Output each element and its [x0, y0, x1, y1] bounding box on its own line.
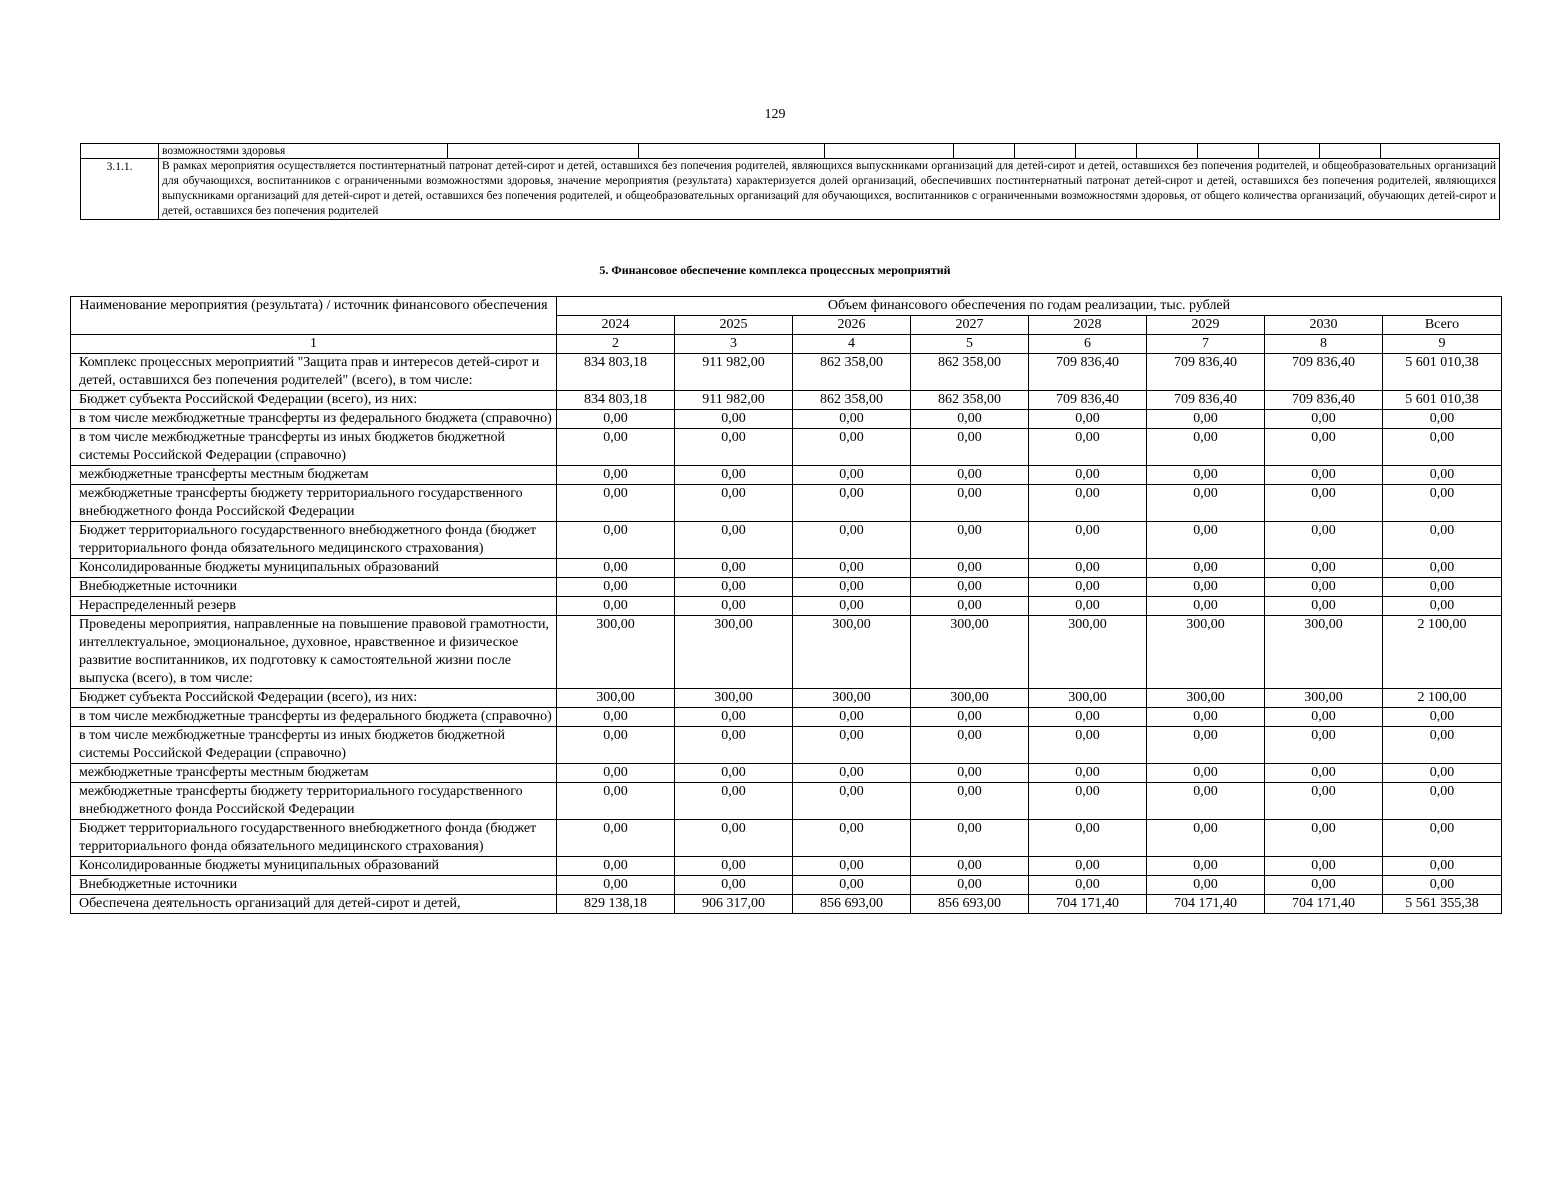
column-number: 9 [1383, 335, 1502, 354]
header-year: 2024 [557, 316, 675, 335]
row-year-value: 0,00 [1029, 820, 1147, 857]
row-year-value: 0,00 [1147, 559, 1265, 578]
column-number: 3 [675, 335, 793, 354]
table-row [71, 597, 1502, 616]
row-year-value: 704 171,40 [1265, 895, 1383, 914]
table-row [71, 391, 1502, 410]
row-year-value: 862 358,00 [911, 354, 1029, 391]
row-name: в том числе межбюджетные трансферты из иных бюджетов бюджетной системы Российской Федерации (справочно) [71, 429, 557, 466]
row-year-value: 0,00 [557, 466, 675, 485]
row-year-value: 0,00 [793, 410, 911, 429]
column-number: 7 [1147, 335, 1265, 354]
row-name: в том числе межбюджетные трансферты из иных бюджетов бюджетной системы Российской Федерации (справочно) [71, 727, 557, 764]
row-year-value: 709 836,40 [1147, 391, 1265, 410]
row-name: Обеспечена деятельность организаций для детей-сирот и детей, [71, 895, 557, 914]
row-year-value: 0,00 [1147, 597, 1265, 616]
row-name: Консолидированные бюджеты муниципальных образований [71, 559, 557, 578]
header-row-column-numbers [71, 335, 1502, 354]
row-total-value: 0,00 [1383, 708, 1502, 727]
row-year-value: 709 836,40 [1265, 354, 1383, 391]
row-year-value: 0,00 [557, 429, 675, 466]
row-year-value: 0,00 [675, 727, 793, 764]
row-year-value: 300,00 [1029, 616, 1147, 689]
table-row [71, 857, 1502, 876]
row-year-value: 0,00 [1265, 876, 1383, 895]
row-total-value: 0,00 [1383, 820, 1502, 857]
row-year-value: 0,00 [675, 597, 793, 616]
empty-segment [1136, 144, 1197, 158]
row-name: Бюджет территориального государственного внебюджетного фонда (бюджет территориального фонда обязательного медицинского страхования) [71, 820, 557, 857]
row-year-value: 0,00 [911, 820, 1029, 857]
row-year-value: 0,00 [1147, 485, 1265, 522]
continuation-text: возможностями здоровья [162, 145, 286, 157]
row-year-value: 0,00 [675, 466, 793, 485]
empty-segment [447, 144, 638, 158]
row-year-value: 704 171,40 [1029, 895, 1147, 914]
row-year-value: 0,00 [1265, 466, 1383, 485]
row-total-value: 2 100,00 [1383, 616, 1502, 689]
header-name-column: Наименование мероприятия (результата) / источник финансового обеспечения [71, 297, 557, 335]
row-year-value: 0,00 [557, 708, 675, 727]
row-year-value: 906 317,00 [675, 895, 793, 914]
row-year-value: 300,00 [911, 616, 1029, 689]
table-row [71, 727, 1502, 764]
row-year-value: 709 836,40 [1029, 354, 1147, 391]
row-year-value: 0,00 [1265, 708, 1383, 727]
empty-segment [824, 144, 953, 158]
row-year-value: 300,00 [1147, 689, 1265, 708]
row-year-value: 0,00 [1265, 522, 1383, 559]
row-year-value: 862 358,00 [911, 391, 1029, 410]
row-year-value: 0,00 [911, 578, 1029, 597]
row-year-value: 0,00 [1265, 597, 1383, 616]
row-year-value: 709 836,40 [1265, 391, 1383, 410]
row-name: Бюджет территориального государственного внебюджетного фонда (бюджет территориального фонда обязательного медицинского страхования) [71, 522, 557, 559]
row-year-value: 0,00 [1029, 857, 1147, 876]
row-total-value: 2 100,00 [1383, 689, 1502, 708]
row-total-value: 0,00 [1383, 764, 1502, 783]
row-name: Бюджет субъекта Российской Федерации (всего), из них: [71, 689, 557, 708]
row-year-value: 0,00 [911, 485, 1029, 522]
row-year-value: 300,00 [1029, 689, 1147, 708]
row-year-value: 300,00 [793, 689, 911, 708]
row-year-value: 0,00 [557, 410, 675, 429]
row-year-value: 0,00 [1147, 429, 1265, 466]
header-row-1 [71, 297, 1502, 316]
row-year-value: 0,00 [1029, 708, 1147, 727]
row-year-value: 0,00 [675, 820, 793, 857]
continuation-segments [159, 144, 1499, 158]
row-year-value: 0,00 [675, 708, 793, 727]
row-year-value: 0,00 [793, 597, 911, 616]
table-row [71, 895, 1502, 914]
page-number: 129 [764, 107, 786, 122]
row-year-value: 0,00 [675, 764, 793, 783]
finance-table-body [71, 354, 1502, 914]
row-year-value: 0,00 [1029, 559, 1147, 578]
row-year-value: 0,00 [1265, 485, 1383, 522]
table-row [71, 429, 1502, 466]
row-number: 3.1.1. [81, 159, 159, 220]
row-year-value: 300,00 [675, 616, 793, 689]
row-year-value: 0,00 [675, 783, 793, 820]
row-year-value: 300,00 [557, 689, 675, 708]
row-year-value: 0,00 [557, 876, 675, 895]
header-group-title: Объем финансового обеспечения по годам реализации, тыс. рублей [557, 297, 1502, 316]
row-year-value: 0,00 [793, 522, 911, 559]
row-year-value: 856 693,00 [911, 895, 1029, 914]
measure-description: В рамках мероприятия осуществляется постинтернатный патронат детей-сирот и детей, оставшихся без попечения родителей, являющихся выпускниками организаций для детей-сирот и детей, оставшихся без попечения родителей, и общеобразовательных организаций для обучающихся, воспитанников с ограниченными возможностями здоровья, значение мероприятия (результата) характеризуется долей организаций, обеспечивших постинтернатный патронат детей-сирот и детей, оставшихся без попечения родителей, являющихся выпускниками организаций для детей-сирот и детей, оставшихся без попечения родителей, и общеобразовательных организаций для обучающихся, воспитанников с ограниченными возможностями здоровья, от общего количества организаций, обучающих детей-сирот и детей, оставшихся без попечения родителей [159, 159, 1500, 220]
row-year-value: 0,00 [675, 876, 793, 895]
row-year-value: 829 138,18 [557, 895, 675, 914]
row-year-value: 0,00 [557, 857, 675, 876]
row-year-value: 0,00 [1029, 429, 1147, 466]
row-year-value: 0,00 [557, 578, 675, 597]
row-name: Бюджет субъекта Российской Федерации (всего), из них: [71, 391, 557, 410]
row-name: межбюджетные трансферты местным бюджетам [71, 764, 557, 783]
row-year-value: 0,00 [557, 522, 675, 559]
row-year-value: 300,00 [1265, 689, 1383, 708]
row-year-value: 0,00 [1147, 410, 1265, 429]
row-year-value: 0,00 [557, 764, 675, 783]
row-year-value: 0,00 [1147, 727, 1265, 764]
row-year-value: 0,00 [1265, 820, 1383, 857]
row-year-value: 856 693,00 [793, 895, 911, 914]
table-row [71, 410, 1502, 429]
table-row [71, 689, 1502, 708]
row-total-value: 0,00 [1383, 522, 1502, 559]
row-year-value: 0,00 [911, 410, 1029, 429]
row-year-value: 0,00 [793, 485, 911, 522]
table-row [71, 783, 1502, 820]
row-year-value: 300,00 [793, 616, 911, 689]
row-year-value: 300,00 [1265, 616, 1383, 689]
empty-segment [1075, 144, 1136, 158]
table-row [71, 522, 1502, 559]
empty-segment [1258, 144, 1319, 158]
empty-segment [1319, 144, 1380, 158]
row-year-value: 0,00 [675, 578, 793, 597]
row-year-value: 0,00 [911, 466, 1029, 485]
column-number: 1 [71, 335, 557, 354]
table-row [71, 578, 1502, 597]
row-year-value: 704 171,40 [1147, 895, 1265, 914]
row-year-value: 0,00 [1147, 783, 1265, 820]
row-name: межбюджетные трансферты местным бюджетам [71, 466, 557, 485]
empty-segment [638, 144, 824, 158]
row-year-value: 0,00 [557, 727, 675, 764]
section-title: 5. Финансовое обеспечение комплекса процессных мероприятий [599, 263, 951, 277]
row-year-value: 0,00 [1147, 876, 1265, 895]
row-total-value: 0,00 [1383, 857, 1502, 876]
row-name: Внебюджетные источники [71, 578, 557, 597]
row-year-value: 0,00 [1265, 578, 1383, 597]
row-year-value: 0,00 [793, 820, 911, 857]
empty-cell [81, 144, 159, 159]
table-row [71, 764, 1502, 783]
row-total-value: 0,00 [1383, 727, 1502, 764]
row-name: Проведены мероприятия, направленные на повышение правовой грамотности, интеллектуальное, эмоциональное, духовное, нравственное и физическое развитие воспитанников, их подготовку к самостоятельной жизни после выпуска (всего), в том числе: [71, 616, 557, 689]
header-year: 2026 [793, 316, 911, 335]
measures-continuation-table [80, 143, 1500, 220]
row-year-value: 0,00 [793, 429, 911, 466]
row-year-value: 0,00 [911, 727, 1029, 764]
row-year-value: 0,00 [1029, 597, 1147, 616]
row-year-value: 300,00 [911, 689, 1029, 708]
header-year: 2028 [1029, 316, 1147, 335]
row-year-value: 0,00 [793, 764, 911, 783]
row-year-value: 0,00 [1265, 429, 1383, 466]
row-year-value: 911 982,00 [675, 391, 793, 410]
row-year-value: 0,00 [1029, 410, 1147, 429]
empty-segment [953, 144, 1014, 158]
column-number: 8 [1265, 335, 1383, 354]
row-year-value: 0,00 [1265, 783, 1383, 820]
row-year-value: 0,00 [911, 522, 1029, 559]
row-year-value: 911 982,00 [675, 354, 793, 391]
row-year-value: 834 803,18 [557, 354, 675, 391]
row-year-value: 0,00 [793, 559, 911, 578]
header-year: 2027 [911, 316, 1029, 335]
header-year: 2025 [675, 316, 793, 335]
row-year-value: 0,00 [557, 820, 675, 857]
row-year-value: 0,00 [557, 783, 675, 820]
measure-row-3-1-1 [81, 159, 1500, 220]
table-row [71, 354, 1502, 391]
row-year-value: 0,00 [675, 485, 793, 522]
column-number: 4 [793, 335, 911, 354]
row-name: Консолидированные бюджеты муниципальных образований [71, 857, 557, 876]
row-year-value: 300,00 [557, 616, 675, 689]
row-total-value: 0,00 [1383, 876, 1502, 895]
row-name: межбюджетные трансферты бюджету территориального государственного внебюджетного фонда Российской Федерации [71, 485, 557, 522]
row-year-value: 0,00 [1147, 578, 1265, 597]
row-year-value: 0,00 [1029, 764, 1147, 783]
row-year-value: 300,00 [1147, 616, 1265, 689]
row-name: Комплекс процессных мероприятий "Защита прав и интересов детей-сирот и детей, оставшихся без попечения родителей" (всего), в том числе: [71, 354, 557, 391]
row-year-value: 0,00 [1147, 820, 1265, 857]
row-year-value: 709 836,40 [1029, 391, 1147, 410]
row-year-value: 834 803,18 [557, 391, 675, 410]
row-year-value: 862 358,00 [793, 391, 911, 410]
row-total-value: 0,00 [1383, 485, 1502, 522]
row-year-value: 0,00 [1029, 466, 1147, 485]
row-total-value: 0,00 [1383, 410, 1502, 429]
row-year-value: 0,00 [1265, 857, 1383, 876]
row-year-value: 0,00 [675, 522, 793, 559]
row-year-value: 0,00 [1147, 764, 1265, 783]
column-number: 6 [1029, 335, 1147, 354]
row-total-value: 0,00 [1383, 429, 1502, 466]
continuation-cell [159, 144, 1500, 159]
column-number: 5 [911, 335, 1029, 354]
row-year-value: 0,00 [793, 857, 911, 876]
row-year-value: 0,00 [1265, 727, 1383, 764]
row-year-value: 0,00 [911, 764, 1029, 783]
row-year-value: 0,00 [1147, 708, 1265, 727]
row-year-value: 0,00 [1147, 466, 1265, 485]
row-total-value: 5 561 355,38 [1383, 895, 1502, 914]
table-row [71, 820, 1502, 857]
finance-table [70, 296, 1502, 914]
row-year-value: 0,00 [793, 783, 911, 820]
row-year-value: 0,00 [1265, 764, 1383, 783]
table-row [71, 616, 1502, 689]
row-year-value: 0,00 [911, 708, 1029, 727]
row-year-value: 0,00 [911, 783, 1029, 820]
empty-segment [1380, 144, 1499, 158]
row-year-value: 0,00 [1265, 559, 1383, 578]
row-year-value: 0,00 [675, 857, 793, 876]
row-year-value: 0,00 [793, 727, 911, 764]
row-total-value: 5 601 010,38 [1383, 354, 1502, 391]
row-name: Внебюджетные источники [71, 876, 557, 895]
row-year-value: 0,00 [1029, 522, 1147, 559]
row-year-value: 0,00 [911, 876, 1029, 895]
empty-segment [1014, 144, 1075, 158]
row-name: Нераспределенный резерв [71, 597, 557, 616]
row-year-value: 0,00 [793, 578, 911, 597]
row-year-value: 0,00 [557, 559, 675, 578]
table-row [71, 466, 1502, 485]
header-year: 2029 [1147, 316, 1265, 335]
row-year-value: 0,00 [1147, 522, 1265, 559]
continuation-row [81, 144, 1500, 159]
row-year-value: 709 836,40 [1147, 354, 1265, 391]
header-total: Всего [1383, 316, 1502, 335]
row-year-value: 0,00 [793, 466, 911, 485]
row-year-value: 862 358,00 [793, 354, 911, 391]
row-year-value: 0,00 [1029, 783, 1147, 820]
table-row [71, 876, 1502, 895]
row-year-value: 0,00 [911, 559, 1029, 578]
row-year-value: 0,00 [793, 708, 911, 727]
row-total-value: 0,00 [1383, 783, 1502, 820]
header-year: 2030 [1265, 316, 1383, 335]
row-year-value: 0,00 [675, 410, 793, 429]
row-name: межбюджетные трансферты бюджету территориального государственного внебюджетного фонда Российской Федерации [71, 783, 557, 820]
row-year-value: 300,00 [675, 689, 793, 708]
table-row [71, 559, 1502, 578]
row-year-value: 0,00 [557, 597, 675, 616]
row-year-value: 0,00 [675, 429, 793, 466]
row-year-value: 0,00 [793, 876, 911, 895]
row-year-value: 0,00 [911, 857, 1029, 876]
row-year-value: 0,00 [911, 429, 1029, 466]
row-total-value: 0,00 [1383, 559, 1502, 578]
row-year-value: 0,00 [1029, 727, 1147, 764]
table-row [71, 485, 1502, 522]
row-name: в том числе межбюджетные трансферты из федерального бюджета (справочно) [71, 410, 557, 429]
row-name: в том числе межбюджетные трансферты из федерального бюджета (справочно) [71, 708, 557, 727]
row-year-value: 0,00 [1029, 578, 1147, 597]
row-total-value: 0,00 [1383, 597, 1502, 616]
row-year-value: 0,00 [1265, 410, 1383, 429]
row-total-value: 5 601 010,38 [1383, 391, 1502, 410]
row-year-value: 0,00 [675, 559, 793, 578]
row-total-value: 0,00 [1383, 466, 1502, 485]
row-year-value: 0,00 [557, 485, 675, 522]
empty-segment [1197, 144, 1258, 158]
row-year-value: 0,00 [1147, 857, 1265, 876]
row-total-value: 0,00 [1383, 578, 1502, 597]
row-year-value: 0,00 [1029, 485, 1147, 522]
column-number: 2 [557, 335, 675, 354]
table-row [71, 708, 1502, 727]
row-year-value: 0,00 [911, 597, 1029, 616]
row-year-value: 0,00 [1029, 876, 1147, 895]
